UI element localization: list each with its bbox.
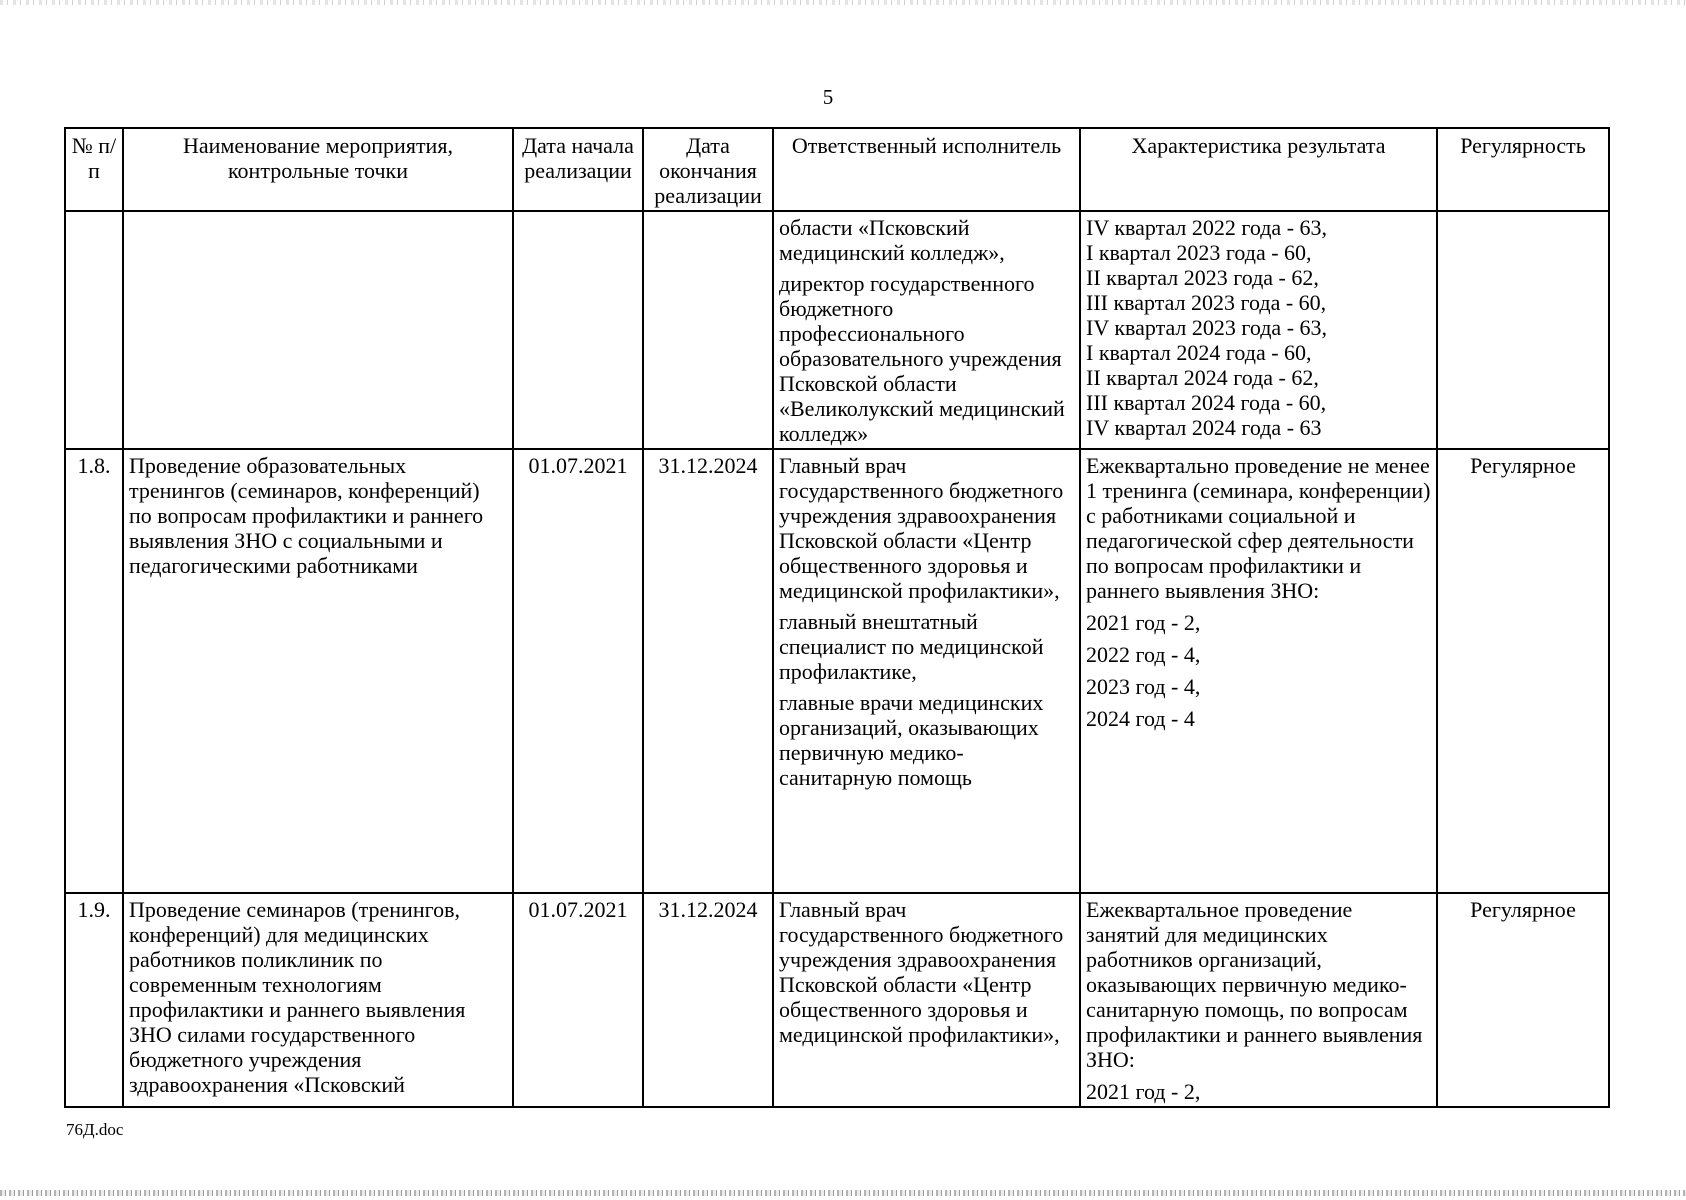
row-number: 1.9. (65, 893, 123, 1107)
page-number: 5 (822, 85, 834, 109)
table-header-row (65, 128, 1609, 211)
row-event-name (123, 211, 513, 449)
row-responsible (773, 893, 1080, 1107)
row-result (1080, 893, 1437, 1107)
row-regularity (1437, 211, 1609, 449)
footer-file-name: 76Д.doc (66, 1120, 124, 1139)
row-start-date (513, 211, 643, 449)
row-number (65, 211, 123, 449)
header-name: Наименование мероприятия, контрольные точки (123, 128, 513, 211)
header-start-date: Дата начала реализации (513, 128, 643, 211)
responsible-paragraph: Главный врач государственного бюджетного учреждения здравоохранения Псковской области «Центр общественного здоровья и медицинской профилактики», (779, 453, 1064, 603)
row-start-date: 01.07.2021 (513, 893, 643, 1107)
result-line: I квартал 2023 года - 60, (1086, 240, 1312, 265)
result-line: Ежеквартально проведение не менее 1 тренинга (семинара, конференции) с работниками социальной и педагогической сфер деятельности по вопросам профилактики и раннего выявления ЗНО: (1086, 453, 1431, 603)
row-event-name: Проведение образовательных тренингов (семинаров, конференций) по вопросам профилактики и раннего выявления ЗНО с социальными и педагогическими работниками (123, 449, 513, 893)
header-end-date: Дата окончания реализации (643, 128, 773, 211)
row-responsible (773, 449, 1080, 893)
table-row (65, 449, 1609, 893)
table-row (65, 893, 1609, 1107)
header-responsible: Ответственный исполнитель (773, 128, 1080, 211)
row-regularity: Регулярное (1437, 449, 1609, 893)
table-row (65, 211, 1609, 449)
result-line: IV квартал 2023 года - 63, (1086, 315, 1328, 340)
result-line: Ежеквартальное проведение занятий для медицинских работников организаций, оказывающих первичную медико-санитарную помощь, по вопросам профилактики и раннего выявления ЗНО: (1086, 897, 1423, 1072)
row-end-date: 31.12.2024 (643, 893, 773, 1107)
result-line: IV квартал 2022 года - 63, (1086, 215, 1328, 240)
row-event-name: Проведение семинаров (тренингов, конференций) для медицинских работников поликлиник по современным технологиям профилактики и раннего выявления ЗНО силами государственного бюджетного учреждения здравоохранения «Псковский (123, 893, 513, 1107)
row-result (1080, 211, 1437, 449)
scan-edge-top (0, 0, 1686, 5)
responsible-paragraph: главный внештатный специалист по медицинской профилактике, (779, 609, 1044, 684)
header-regularity: Регулярность (1437, 128, 1609, 211)
responsible-paragraph: директор государственного бюджетного профессионального образовательного учреждения Псковской области «Великолукский медицинский колледж» (779, 271, 1065, 446)
result-line: I квартал 2024 года - 60, (1086, 340, 1312, 365)
result-line: IV квартал 2024 года - 63 (1086, 415, 1322, 440)
responsible-paragraph: области «Псковский медицинский колледж», (779, 215, 1005, 265)
row-result (1080, 449, 1437, 893)
result-line: III квартал 2023 года - 60, (1086, 290, 1327, 315)
row-end-date (643, 211, 773, 449)
result-line: 2023 год - 4, (1086, 674, 1201, 699)
responsible-paragraph: главные врачи медицинских организаций, оказывающих первичную медико-санитарную помощь (779, 690, 1044, 790)
plan-table (64, 127, 1610, 1108)
responsible-paragraph: Главный врач государственного бюджетного учреждения здравоохранения Псковской области «Центр общественного здоровья и медицинской профилактики», (779, 897, 1064, 1047)
result-line: 2022 год - 4, (1086, 642, 1201, 667)
result-line: 2021 год - 2, (1086, 1079, 1201, 1104)
row-responsible (773, 211, 1080, 449)
header-result: Характеристика результата (1080, 128, 1437, 211)
scan-edge-bottom (0, 1190, 1686, 1196)
row-regularity: Регулярное (1437, 893, 1609, 1107)
row-start-date: 01.07.2021 (513, 449, 643, 893)
row-number: 1.8. (65, 449, 123, 893)
result-line: II квартал 2024 года - 62, (1086, 365, 1319, 390)
result-line: 2024 год - 4 (1086, 706, 1195, 731)
result-line: 2021 год - 2, (1086, 610, 1201, 635)
header-number: № п/п (65, 128, 123, 211)
result-line: II квартал 2023 года - 62, (1086, 265, 1319, 290)
row-end-date: 31.12.2024 (643, 449, 773, 893)
result-line: III квартал 2024 года - 60, (1086, 390, 1327, 415)
